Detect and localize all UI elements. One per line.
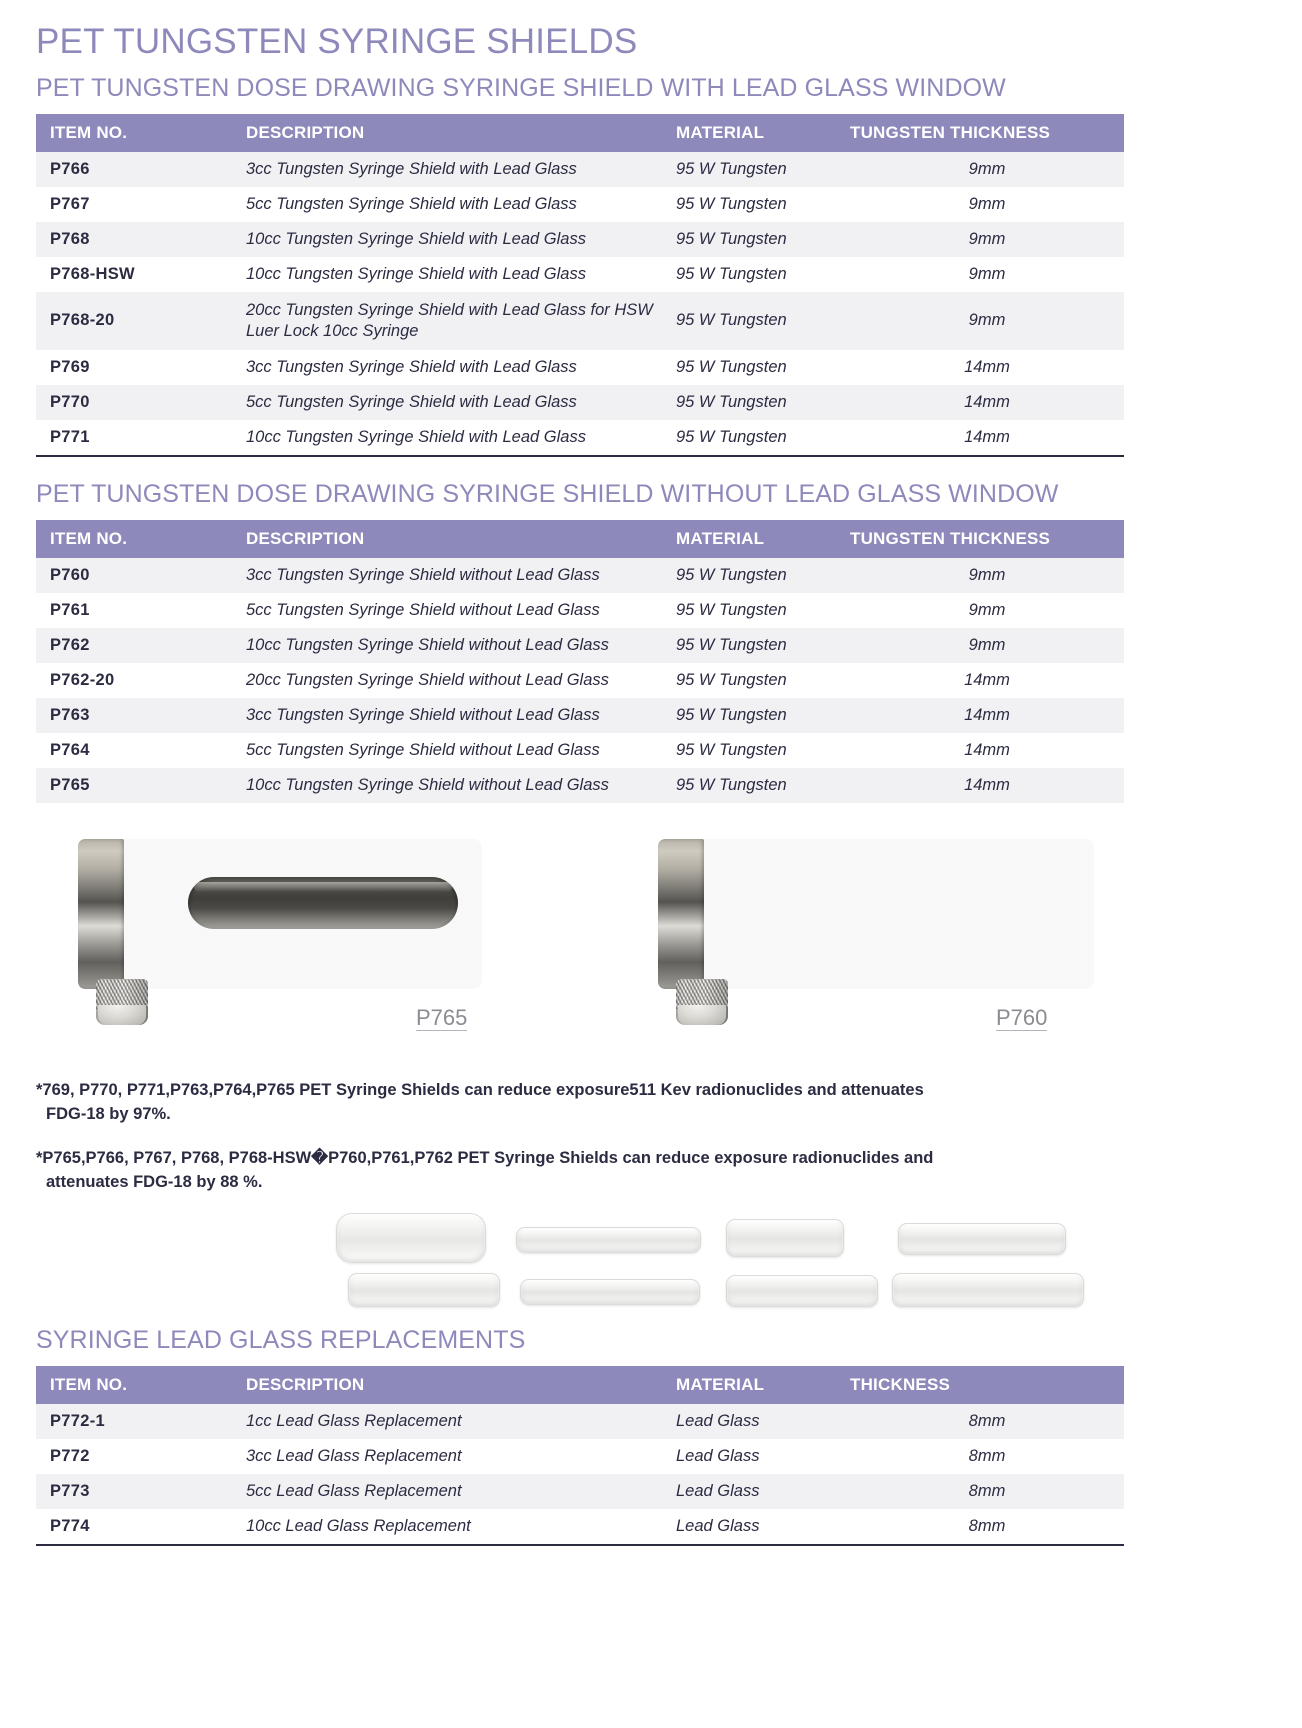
section-title-without-lead-glass: PET TUNGSTEN DOSE DRAWING SYRINGE SHIELD WITHOUT LEAD GLASS WINDOW: [36, 479, 1059, 508]
cell-material: 95 W Tungsten: [662, 733, 836, 768]
footnote-line-2: FDG-18 by 97%.: [46, 1104, 171, 1123]
cell-thickness: 14mm: [836, 420, 1124, 455]
cell-description: 3cc Tungsten Syringe Shield without Lead Glass: [232, 558, 662, 593]
cell-thickness: 9mm: [836, 152, 1124, 187]
product-photo-row: [36, 839, 1124, 1039]
cell-item-no: P763: [36, 698, 232, 733]
cell-item-no: P772-1: [36, 1404, 232, 1439]
cell-item-no: P760: [36, 558, 232, 593]
column-header-thickness: THICKNESS: [836, 1366, 1124, 1404]
column-header-thickness: TUNGSTEN THICKNESS: [836, 114, 1124, 152]
table-row: [36, 222, 1124, 257]
table-row: [36, 593, 1124, 628]
cell-material: 95 W Tungsten: [662, 187, 836, 222]
cell-description: 10cc Tungsten Syringe Shield without Lead Glass: [232, 768, 662, 803]
cell-thickness: 9mm: [836, 187, 1124, 222]
spec-table-lead-glass-replacements: [36, 1366, 1124, 1544]
footnote-88-percent: [36, 1147, 1016, 1195]
table-row: [36, 628, 1124, 663]
lead-glass-piece: [336, 1213, 486, 1263]
column-header-material: MATERIAL: [662, 114, 836, 152]
lead-glass-piece: [520, 1279, 700, 1305]
cell-thickness: 14mm: [836, 350, 1124, 385]
cell-description: 10cc Tungsten Syringe Shield with Lead Glass: [232, 420, 662, 455]
cell-material: 95 W Tungsten: [662, 628, 836, 663]
cell-material: 95 W Tungsten: [662, 222, 836, 257]
table-row: [36, 350, 1124, 385]
cell-material: 95 W Tungsten: [662, 152, 836, 187]
cell-material: 95 W Tungsten: [662, 257, 836, 292]
table-row: [36, 187, 1124, 222]
cell-material: Lead Glass: [662, 1474, 836, 1509]
column-header-item-no: ITEM NO.: [36, 114, 232, 152]
cell-thickness: 8mm: [836, 1404, 1124, 1439]
knurled-knob-icon: [96, 979, 148, 1025]
cell-item-no: P762-20: [36, 663, 232, 698]
cell-description: 10cc Tungsten Syringe Shield without Lead Glass: [232, 628, 662, 663]
cell-thickness: 14mm: [836, 733, 1124, 768]
knurled-knob-icon: [676, 979, 728, 1025]
cell-description: 5cc Lead Glass Replacement: [232, 1474, 662, 1509]
column-header-item-no: ITEM NO.: [36, 1366, 232, 1404]
cell-description: 20cc Tungsten Syringe Shield with Lead Glass for HSW Luer Lock 10cc Syringe: [232, 292, 662, 349]
cell-description: 10cc Lead Glass Replacement: [232, 1509, 662, 1544]
column-header-material: MATERIAL: [662, 520, 836, 558]
spec-table-without-lead-glass: [36, 520, 1124, 803]
lead-glass-piece: [898, 1223, 1066, 1255]
page-title: PET TUNGSTEN SYRINGE SHIELDS: [36, 22, 638, 61]
lead-glass-piece: [348, 1273, 500, 1307]
product-photo-p765: [78, 839, 482, 989]
table-row: [36, 768, 1124, 803]
table-row: [36, 1509, 1124, 1544]
cell-item-no: P761: [36, 593, 232, 628]
cell-item-no: P771: [36, 420, 232, 455]
cell-thickness: 14mm: [836, 768, 1124, 803]
section-title-with-lead-glass: PET TUNGSTEN DOSE DRAWING SYRINGE SHIELD WITH LEAD GLASS WINDOW: [36, 73, 1006, 102]
spec-table-with-lead-glass: [36, 114, 1124, 454]
cell-item-no: P773: [36, 1474, 232, 1509]
product-photo-p760: [658, 839, 1094, 989]
column-header-thickness: TUNGSTEN THICKNESS: [836, 520, 1124, 558]
table-row: [36, 1474, 1124, 1509]
table-row: [36, 152, 1124, 187]
table-row: [36, 257, 1124, 292]
footnote-97-percent: [36, 1079, 1016, 1127]
cell-item-no: P764: [36, 733, 232, 768]
cell-description: 5cc Tungsten Syringe Shield with Lead Glass: [232, 187, 662, 222]
cell-thickness: 9mm: [836, 593, 1124, 628]
cell-material: 95 W Tungsten: [662, 292, 836, 349]
cell-material: Lead Glass: [662, 1509, 836, 1544]
barrel-endcap: [658, 839, 704, 989]
cell-material: 95 W Tungsten: [662, 350, 836, 385]
cell-description: 5cc Tungsten Syringe Shield with Lead Glass: [232, 385, 662, 420]
table-row: [36, 663, 1124, 698]
cell-item-no: P769: [36, 350, 232, 385]
cell-thickness: 8mm: [836, 1509, 1124, 1544]
cell-thickness: 14mm: [836, 663, 1124, 698]
syringe-shield-barrel: [78, 839, 482, 989]
cell-thickness: 9mm: [836, 222, 1124, 257]
cell-thickness: 9mm: [836, 257, 1124, 292]
column-header-material: MATERIAL: [662, 1366, 836, 1404]
cell-description: 5cc Tungsten Syringe Shield without Lead Glass: [232, 593, 662, 628]
cell-thickness: 9mm: [836, 558, 1124, 593]
cell-material: 95 W Tungsten: [662, 698, 836, 733]
column-header-description: DESCRIPTION: [232, 1366, 662, 1404]
column-header-item-no: ITEM NO.: [36, 520, 232, 558]
cell-thickness: 8mm: [836, 1474, 1124, 1509]
cell-item-no: P772: [36, 1439, 232, 1474]
cell-item-no: P770: [36, 385, 232, 420]
cell-material: 95 W Tungsten: [662, 385, 836, 420]
table-row: [36, 292, 1124, 349]
table-header-row: [36, 1366, 1124, 1404]
column-header-description: DESCRIPTION: [232, 114, 662, 152]
cell-description: 3cc Tungsten Syringe Shield without Lead Glass: [232, 698, 662, 733]
cell-item-no: P768: [36, 222, 232, 257]
table-row: [36, 698, 1124, 733]
cell-description: 20cc Tungsten Syringe Shield without Lead Glass: [232, 663, 662, 698]
lead-glass-photo-row: [36, 1209, 1124, 1301]
table-bottom-rule: [36, 455, 1124, 457]
column-header-description: DESCRIPTION: [232, 520, 662, 558]
cell-thickness: 8mm: [836, 1439, 1124, 1474]
cell-material: Lead Glass: [662, 1439, 836, 1474]
section-title-lead-glass-replacements: SYRINGE LEAD GLASS REPLACEMENTS: [36, 1325, 526, 1354]
cell-material: Lead Glass: [662, 1404, 836, 1439]
cell-item-no: P762: [36, 628, 232, 663]
cell-item-no: P766: [36, 152, 232, 187]
cell-material: 95 W Tungsten: [662, 593, 836, 628]
cell-item-no: P768-HSW: [36, 257, 232, 292]
cell-material: 95 W Tungsten: [662, 663, 836, 698]
cell-thickness: 9mm: [836, 628, 1124, 663]
footnote-line-2: attenuates FDG-18 by 88 %.: [46, 1172, 263, 1191]
lead-glass-piece: [516, 1227, 701, 1253]
table-row: [36, 1404, 1124, 1439]
cell-thickness: 14mm: [836, 698, 1124, 733]
cell-description: 3cc Tungsten Syringe Shield with Lead Glass: [232, 152, 662, 187]
cell-material: 95 W Tungsten: [662, 768, 836, 803]
table-header-row: [36, 114, 1124, 152]
lead-glass-piece: [726, 1219, 844, 1257]
lead-glass-window-slot: [188, 877, 458, 929]
lead-glass-piece: [726, 1275, 878, 1307]
cell-thickness: 9mm: [836, 292, 1124, 349]
cell-description: 3cc Lead Glass Replacement: [232, 1439, 662, 1474]
barrel-endcap: [78, 839, 124, 989]
table-row: [36, 420, 1124, 455]
table-row: [36, 733, 1124, 768]
cell-item-no: P768-20: [36, 292, 232, 349]
footnote-line-1: *P765,P766, P767, P768, P768-HSW�P760,P761,P762 PET Syringe Shields can reduce exposure radionuclides and: [36, 1148, 934, 1167]
page-bottom-rule: [36, 1544, 1124, 1546]
cell-description: 10cc Tungsten Syringe Shield with Lead Glass: [232, 257, 662, 292]
footnote-line-1: *769, P770, P771,P763,P764,P765 PET Syringe Shields can reduce exposure511 Kev radionuclides and attenuates: [36, 1081, 924, 1099]
table-header-row: [36, 520, 1124, 558]
cell-material: 95 W Tungsten: [662, 558, 836, 593]
table-row: [36, 385, 1124, 420]
table-row: [36, 558, 1124, 593]
cell-description: 5cc Tungsten Syringe Shield without Lead Glass: [232, 733, 662, 768]
lead-glass-piece: [892, 1273, 1084, 1307]
table-row: [36, 1439, 1124, 1474]
syringe-shield-barrel: [658, 839, 1094, 989]
catalog-page: [0, 24, 1302, 1728]
cell-description: 3cc Tungsten Syringe Shield with Lead Glass: [232, 350, 662, 385]
cell-item-no: P774: [36, 1509, 232, 1544]
cell-description: 10cc Tungsten Syringe Shield with Lead Glass: [232, 222, 662, 257]
cell-description: 1cc Lead Glass Replacement: [232, 1404, 662, 1439]
product-caption-p765: P765: [416, 1005, 468, 1030]
cell-item-no: P765: [36, 768, 232, 803]
cell-thickness: 14mm: [836, 385, 1124, 420]
cell-item-no: P767: [36, 187, 232, 222]
product-caption-p760: P760: [996, 1005, 1048, 1030]
cell-material: 95 W Tungsten: [662, 420, 836, 455]
